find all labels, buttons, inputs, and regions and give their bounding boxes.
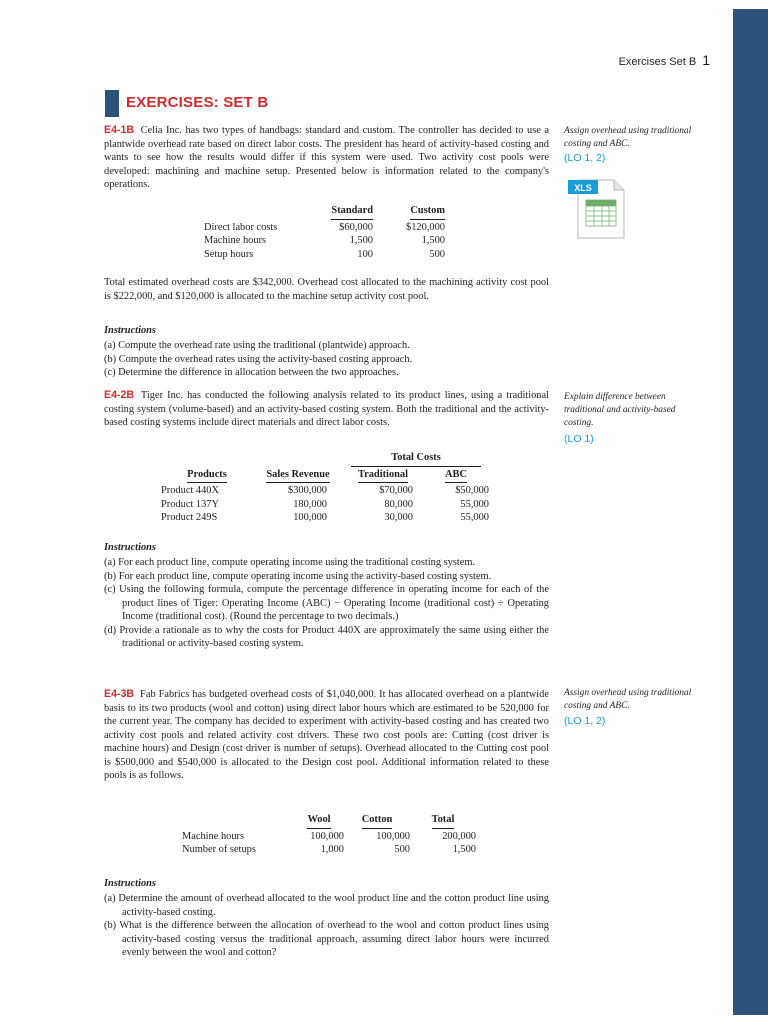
exercise-body: Fab Fabrics has budgeted overhead costs of $1,040,000. It has allocated overhead on a plantwide basis to its two products (wool and cotton) using direct labor hours which are estimated to be 520,000 for the current year. The company has decided to experiment with activity-based costing and has created two activity cost pools and related activity cost drivers. These two cost pools are: Cutting (cost driver is machine hours) and Design (cost driver is number of setups). Overhead allocated to the Cutting cost pool is $500,000 and $540,000 is allocated to the Design cost pool. Additional information related to these pools is as follows.: [104, 689, 549, 781]
table-row: [204, 221, 445, 235]
table-row: [204, 234, 445, 248]
exercise-body: Celia Inc. has two types of handbags: standard and custom. The controller has decided to use a plantwide overhead rate based on direct labor costs. The president has heard of activity-based costing and wants to see how the results would differ if this system were used. Two activity cost pools were developed: machining and machine setup. Presented below is information related to the company's operations.: [104, 125, 549, 190]
cell-value: 1,500: [421, 235, 445, 246]
instructions-list-e4-3b: [104, 892, 549, 960]
cell-value: $300,000: [288, 485, 327, 496]
instruction-item: (a) Compute the overhead rate using the traditional (plantwide) approach.: [104, 340, 410, 351]
margin-note-e4-3b: Assign overhead using traditional costing and ABC.: [564, 688, 692, 711]
instructions-heading: Instructions: [104, 542, 156, 553]
cell-value: 100,000: [293, 512, 327, 523]
cell-value: 1,500: [349, 235, 373, 246]
row-label: Product 249S: [161, 512, 218, 523]
xls-label: XLS: [574, 183, 592, 193]
running-head-title: Exercises Set B: [618, 56, 697, 68]
section-title: EXERCISES: SET B: [126, 94, 269, 111]
instruction-item: (b) For each product line, compute operating income using the activity-based costing system.: [104, 570, 492, 582]
cell-value: 1,000: [320, 844, 344, 855]
cell-value: 100: [357, 248, 373, 260]
cell-value: 100,000: [376, 830, 410, 842]
table-header-cell: [204, 204, 321, 221]
exercise-e4-1b-after-text: Total estimated overhead costs are $342,000. Overhead cost allocated to the machining activity cost pool is $222,000, and $120,000 is allocated to the machine setup activity cost pool.: [104, 277, 549, 302]
cell-value: $60,000: [339, 221, 373, 233]
row-label: Machine hours: [204, 235, 267, 246]
cell-value: 500: [429, 248, 445, 260]
row-label: Product 137Y: [161, 498, 220, 510]
row-label: Machine hours: [182, 830, 245, 842]
instructions-list-e4-2b: [104, 556, 549, 651]
table-header-cell: ABC: [423, 468, 489, 485]
learning-objective-e4-3b: (LO 1, 2): [564, 715, 606, 727]
table-row: [161, 511, 489, 525]
cell-value: 80,000: [384, 498, 413, 510]
cell-value: $50,000: [455, 485, 489, 496]
page-number: 1: [702, 52, 710, 68]
table-header-cell: [182, 813, 294, 830]
table-row: [204, 248, 445, 262]
instruction-item: (a) Determine the amount of overhead allocated to the wool product line and the cotton product line using activity-based costing.: [104, 893, 549, 918]
cell-value: $120,000: [406, 221, 445, 233]
exercise-e4-1b-text: [104, 124, 549, 192]
table-header-cell: Products: [161, 468, 253, 485]
section-marker: [105, 90, 119, 117]
exercise-body: Tiger Inc. has conducted the following analysis related to its product lines, using a traditional costing system (volume-based) and an activity-based costing system. Both the traditional and the activity-based costing systems include direct materials and direct labor costs.: [104, 390, 549, 428]
instructions-list-e4-1b: [104, 339, 549, 380]
row-label: Direct labor costs: [204, 221, 278, 233]
table-e4-2b: [161, 451, 489, 525]
row-label: Product 440X: [161, 485, 220, 496]
cell-value: $70,000: [379, 485, 413, 496]
table-row: [161, 484, 489, 498]
instructions-heading: Instructions: [104, 325, 156, 336]
xls-spreadsheet-icon[interactable]: [568, 178, 628, 240]
table-row: [182, 830, 476, 844]
table-header-cell: Custom: [373, 204, 445, 221]
running-head: [560, 52, 710, 68]
instruction-item: (b) Compute the overhead rates using the activity-based costing approach.: [104, 353, 413, 365]
learning-objective-e4-2b: (LO 1): [564, 433, 594, 445]
cell-value: 100,000: [310, 830, 344, 842]
table-header-cell: Cotton: [344, 813, 410, 830]
table-header-cell: Traditional: [343, 468, 423, 485]
margin-note-e4-2b: Explain difference between traditional and activity-based costing.: [564, 392, 676, 428]
group-header: Total Costs: [343, 451, 489, 468]
table-header-cell: Wool: [294, 813, 344, 830]
exercise-number: E4-2B: [104, 389, 135, 401]
cell-value: 30,000: [384, 512, 413, 523]
cell-value: 180,000: [293, 498, 327, 510]
table-e4-1b: [204, 204, 445, 261]
page-edge-bar: [733, 9, 768, 1015]
margin-note-e4-1b: Assign overhead using traditional costing and ABC.: [564, 126, 692, 149]
instruction-item: (c) Determine the difference in allocation between the two approaches.: [104, 367, 399, 378]
exercise-e4-2b-text: [104, 389, 549, 430]
exercise-number: E4-1B: [104, 124, 135, 136]
instructions-heading: Instructions: [104, 878, 156, 889]
learning-objective-e4-1b: (LO 1, 2): [564, 152, 606, 164]
row-label: Setup hours: [204, 248, 254, 260]
table-header-cell: Sales Revenue: [253, 468, 343, 485]
table-row: [182, 843, 476, 857]
exercise-number: E4-3B: [104, 688, 135, 700]
table-header-cell: Standard: [321, 204, 373, 221]
row-label: Number of setups: [182, 844, 256, 855]
table-header-cell: Total: [410, 813, 476, 830]
cell-value: 500: [394, 844, 410, 855]
table-e4-3b: [182, 813, 476, 857]
instruction-item: (c) Using the following formula, compute the percentage difference in operating income for each of the product lines of Tiger: Operating Income (ABC) − Operating Income (traditional cost) ÷ Operating Income (traditional cost). (Round the percentage to two decimals.): [104, 584, 549, 622]
table-row: [161, 498, 489, 512]
instruction-item: (d) Provide a rationale as to why the costs for Product 440X are approximately the same using either the traditional or activity-based costing system.: [104, 624, 549, 649]
exercise-e4-3b-text: [104, 688, 549, 783]
instruction-item: (b) What is the difference between the allocation of overhead to the wool and cotton product lines using activity-based costing versus the traditional approach, assuming direct labor hours were incurred evenly between the wool and cotton?: [104, 920, 549, 958]
cell-value: 55,000: [460, 512, 489, 523]
cell-value: 200,000: [442, 830, 476, 842]
cell-value: 55,000: [460, 498, 489, 510]
cell-value: 1,500: [452, 844, 476, 855]
instruction-item: (a) For each product line, compute operating income using the traditional costing system.: [104, 557, 476, 568]
